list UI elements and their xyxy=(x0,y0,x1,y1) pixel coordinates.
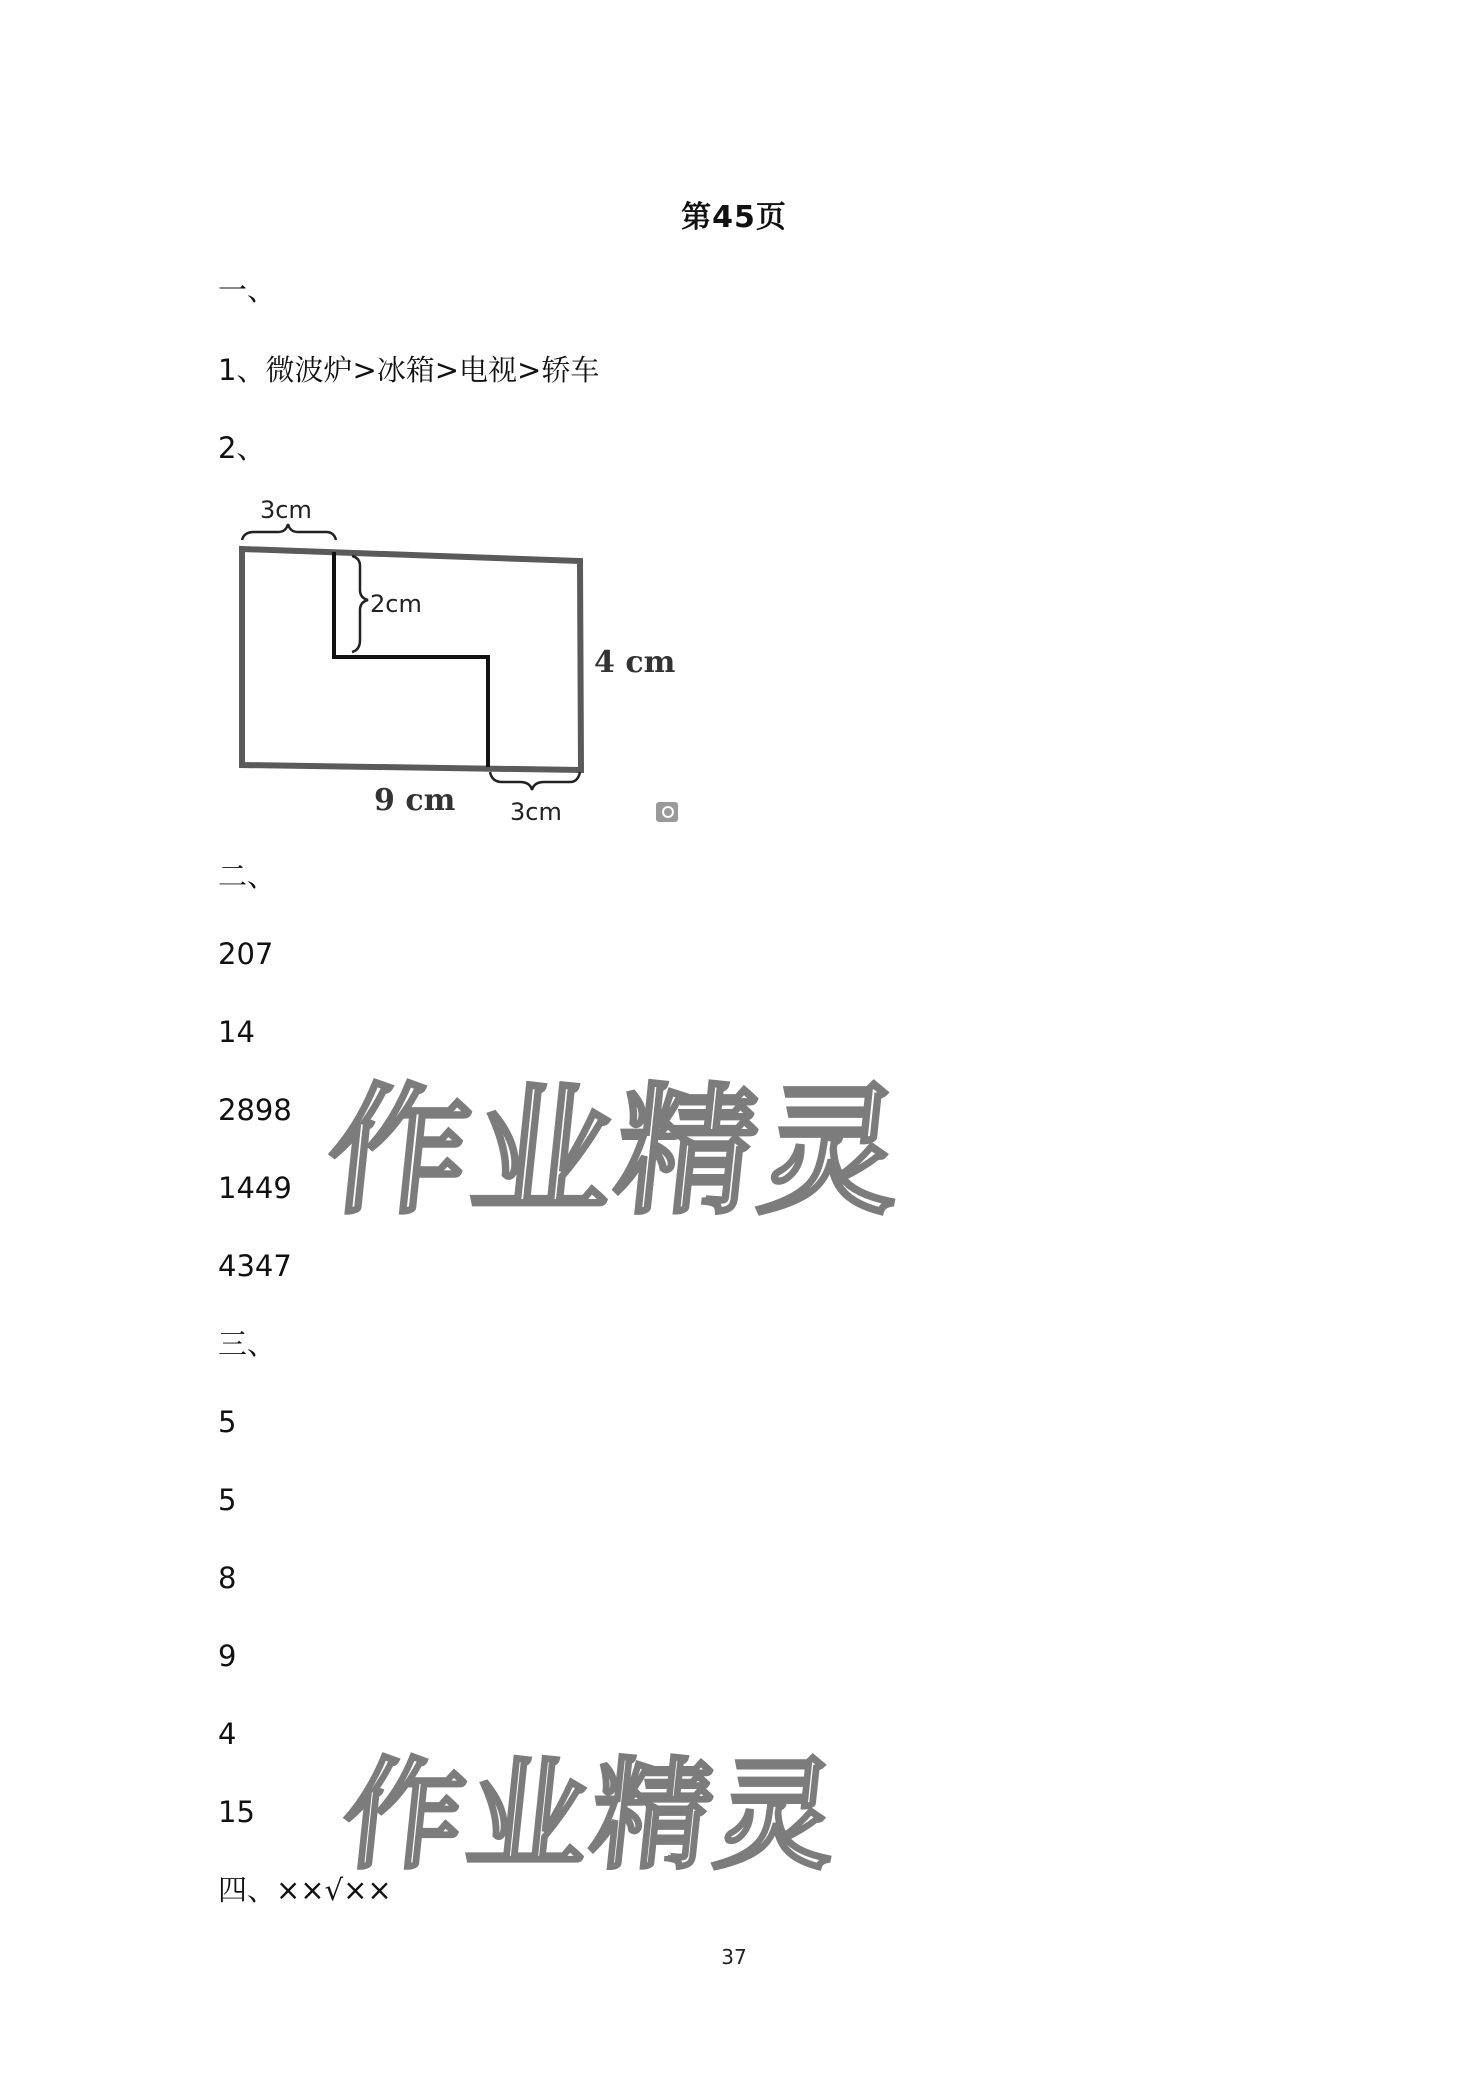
section-three-answer: 5 xyxy=(218,1483,237,1517)
section-two-answer: 1449 xyxy=(218,1171,292,1205)
section-one-heading: 一、 xyxy=(218,273,277,307)
section-four-line: 四、××√×× xyxy=(218,1873,392,1907)
section-three-answer: 4 xyxy=(218,1717,237,1751)
section-three-answer: 15 xyxy=(218,1795,255,1829)
label-4cm: 4 cm xyxy=(594,645,676,680)
section-three-answer: 9 xyxy=(218,1639,237,1673)
corner-logo-icon xyxy=(656,802,678,822)
section-two-answer: 2898 xyxy=(218,1093,292,1127)
bottom-brace xyxy=(490,772,580,790)
label-9cm: 9 cm xyxy=(374,783,456,818)
page-number: 37 xyxy=(721,1945,747,1969)
section-two-heading: 二、 xyxy=(218,859,277,893)
section-three-heading: 三、 xyxy=(218,1327,277,1361)
label-bottom-3cm: 3cm xyxy=(510,798,562,826)
section-three-answer: 5 xyxy=(218,1405,237,1439)
section-two-answer: 207 xyxy=(218,937,274,971)
watermark: 作业精灵 xyxy=(336,1747,848,1886)
top-brace xyxy=(242,524,336,540)
answer-1: 1、微波炉>冰箱>电视>轿车 xyxy=(218,353,600,387)
label-2cm: 2cm xyxy=(370,590,422,618)
section-two-answer: 14 xyxy=(218,1015,255,1049)
inner-brace xyxy=(352,556,368,652)
section-two-answer: 4347 xyxy=(218,1249,292,1283)
label-top-3cm: 3cm xyxy=(260,496,312,524)
step-line xyxy=(334,552,488,767)
outer-rectangle xyxy=(242,549,581,770)
section-three-answer: 8 xyxy=(218,1561,237,1595)
page-title: 第45页 xyxy=(681,200,787,235)
rectangle-figure xyxy=(228,490,688,835)
watermark: 作业精灵 xyxy=(320,1071,914,1234)
answer-2: 2、 xyxy=(218,431,266,465)
